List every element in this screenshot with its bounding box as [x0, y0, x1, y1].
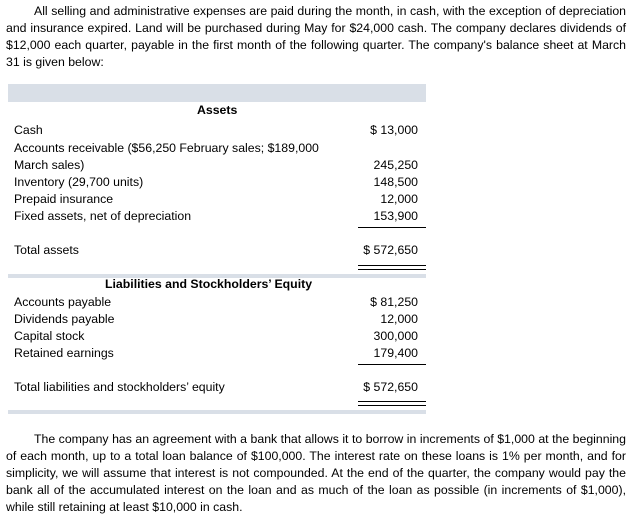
fixed-assets-label: Fixed assets, net of depreciation: [14, 209, 192, 223]
ar-value: 245,250: [373, 158, 418, 172]
accounts-payable-value: $ 81,250: [370, 295, 418, 309]
intro-paragraph: [6, 3, 626, 71]
intro-text: All selling and administrative expenses are paid during the month, in cash, with the exception of depreciation and insurance expired. Land will be purchased during May for $24,000 cash. The company declares dividends of $12,000 each quarter, payable in the first month of the following quarter. The company's balance sheet at March 31 is given below:: [6, 4, 626, 69]
balance-sheet-bottom-band: [8, 410, 426, 414]
total-assets-value: $ 572,650: [363, 243, 418, 257]
total-liabilities-label: Total liabilities and stockholders’ equity: [14, 380, 225, 394]
retained-earnings-value: 179,400: [373, 346, 418, 360]
prepaid-label: Prepaid insurance: [14, 192, 114, 206]
total-liabilities-double-rule: [358, 401, 426, 406]
capital-stock-label: Capital stock: [14, 329, 85, 343]
total-assets-label: Total assets: [14, 243, 79, 257]
retained-earnings-label: Retained earnings: [14, 346, 114, 360]
ar-label-line2: March sales): [14, 158, 85, 172]
cash-label: Cash: [14, 123, 43, 137]
balance-sheet-top-band: [8, 84, 426, 102]
fixed-assets-value: 153,900: [373, 209, 418, 223]
ar-label-line1: Accounts receivable ($56,250 February sales; $189,000: [14, 141, 319, 155]
liabilities-subtotal-rule: [358, 364, 426, 365]
dividends-payable-label: Dividends payable: [14, 312, 115, 326]
inventory-value: 148,500: [373, 175, 418, 189]
capital-stock-value: 300,000: [373, 329, 418, 343]
assets-subtotal-rule: [358, 227, 426, 228]
assets-header: Assets: [197, 103, 238, 117]
prepaid-value: 12,000: [380, 192, 418, 206]
outro-paragraph: [6, 431, 626, 516]
total-liabilities-value: $ 572,650: [363, 380, 418, 394]
liabilities-header: Liabilities and Stockholders’ Equity: [105, 277, 313, 291]
total-assets-double-rule: [358, 265, 426, 270]
cash-value: $ 13,000: [370, 123, 418, 137]
inventory-label: Inventory (29,700 units): [14, 175, 144, 189]
dividends-payable-value: 12,000: [380, 312, 418, 326]
outro-text: The company has an agreement with a bank that allows it to borrow in increments of $1,000 at the beginning of each month, up to a total loan balance of $100,000. The interest rate on these loans is 1% per month, and for simplicity, we will assume that interest is not compounded. At the end of the quarter, the company would pay the bank all of the accumulated interest on the loan and as much of the loan as possible (in increments of $1,000), while still retaining at least $10,000 in cash.: [6, 432, 626, 514]
accounts-payable-label: Accounts payable: [14, 295, 112, 309]
